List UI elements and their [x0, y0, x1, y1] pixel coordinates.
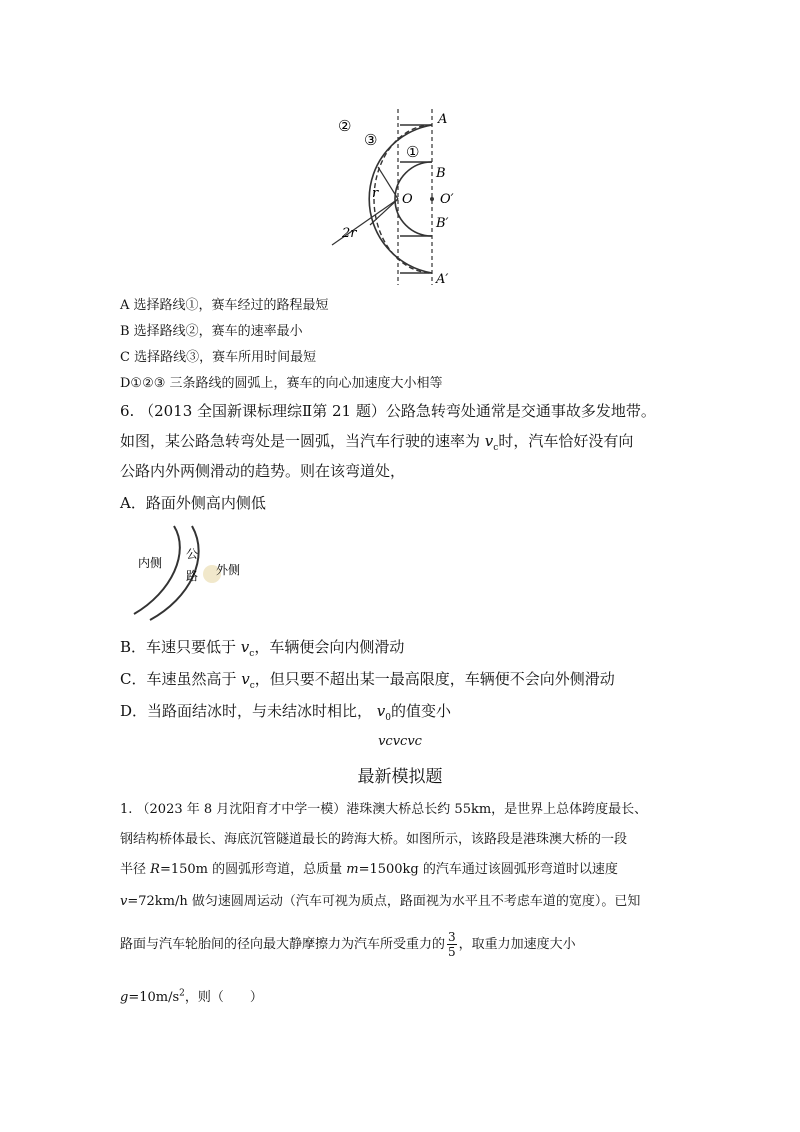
road-outer-label: 外侧 — [216, 563, 241, 577]
mq1-line6: $g=10m/s^2$，则（ ） — [120, 988, 263, 1005]
q6-option-d: D．当路面结冰时，与未结冰时相比， $v_0$的值变小 — [120, 702, 452, 723]
route-2-outer-arc — [369, 125, 432, 273]
route-3-label: ③ — [364, 131, 378, 149]
q6-option-a: A．路面外侧高内侧低 — [120, 494, 266, 512]
point-a-prime-label: A′ — [436, 272, 449, 287]
q5-option-c: C 选择路线③，赛车所用时间最短 — [120, 350, 317, 365]
mq1-line5: 路面与汽车轮胎间的径向最大静摩擦力为汽车所受重力的 $\frac{3}{5}$ ，取重力加速度大小 — [120, 930, 576, 959]
mq1-line2: 钢结构桥体最长、海底沉管隧道最长的跨海大桥。如图所示，该路段是港珠澳大桥的一段 — [120, 832, 628, 847]
road-inner-edge — [134, 526, 180, 614]
radius-r-label: r — [372, 186, 379, 201]
mq1-line1: 1. （2023 年 8 月沈阳育才中学一模）港珠澳大桥总长约 55km，是世界上总体跨度最长、 — [120, 802, 648, 817]
point-a-label: A — [438, 112, 448, 127]
q5-option-b: B 选择路线②，赛车的速率最小 — [120, 324, 303, 339]
point-o-prime-label: O′ — [440, 192, 454, 207]
route-1-inner-arc — [395, 162, 432, 236]
mq1-line4: v=72km/h 做匀速圆周运动（汽车可视为质点，路面视为水平且不考虑车道的宽度）。已知 — [120, 894, 641, 909]
q6-stem-line1: 6. （2013 全国新课标理综Ⅱ第 21 题）公路急转弯处通常是交通事故多发地带。 — [120, 402, 656, 420]
radius-2r-label: 2r — [342, 226, 357, 241]
road-inner-label: 内侧 — [138, 556, 163, 570]
q6-stray-text: vcvcvc — [378, 734, 422, 749]
mq1-line3: 半径 R=150m 的圆弧形弯道，总质量 m=1500kg 的汽车通过该圆弧形弯道时以速度 — [120, 862, 618, 877]
section-title: 最新模拟题 — [357, 767, 443, 787]
road-label-1: 公 — [186, 547, 199, 561]
q5-option-d: D①②③ 三条路线的圆弧上，赛车的向心加速度大小相等 — [120, 376, 443, 391]
q6-option-b: B．车速只要低于 $v_c$，车辆便会向内侧滑动 — [120, 638, 405, 659]
q6-option-c: C．车速虽然高于 $v_c$，但只要不超出某一最高限度，车辆便不会向外侧滑动 — [120, 670, 615, 691]
fraction-three-fifths: $\frac{3}{5}$ — [448, 930, 456, 959]
point-b-label: B — [436, 166, 446, 181]
point-b-prime-label: B′ — [436, 216, 449, 231]
race-track-diagram — [320, 105, 490, 290]
center-o-label: O — [402, 192, 413, 207]
q5-option-a: A 选择路线①，赛车经过的路程最短 — [120, 298, 329, 313]
route-1-label: ① — [406, 143, 420, 161]
road-curve-diagram — [128, 522, 268, 622]
route-2-label: ② — [338, 117, 352, 135]
q6-stem-line2: 如图，某公路急转弯处是一圆弧，当汽车行驶的速率为 $v_c$时，汽车恰好没有向 — [120, 432, 634, 453]
q6-stem-line3: 公路内外两侧滑动的趋势。则在该弯道处， — [120, 462, 406, 480]
road-label-2: 路 — [186, 569, 199, 583]
